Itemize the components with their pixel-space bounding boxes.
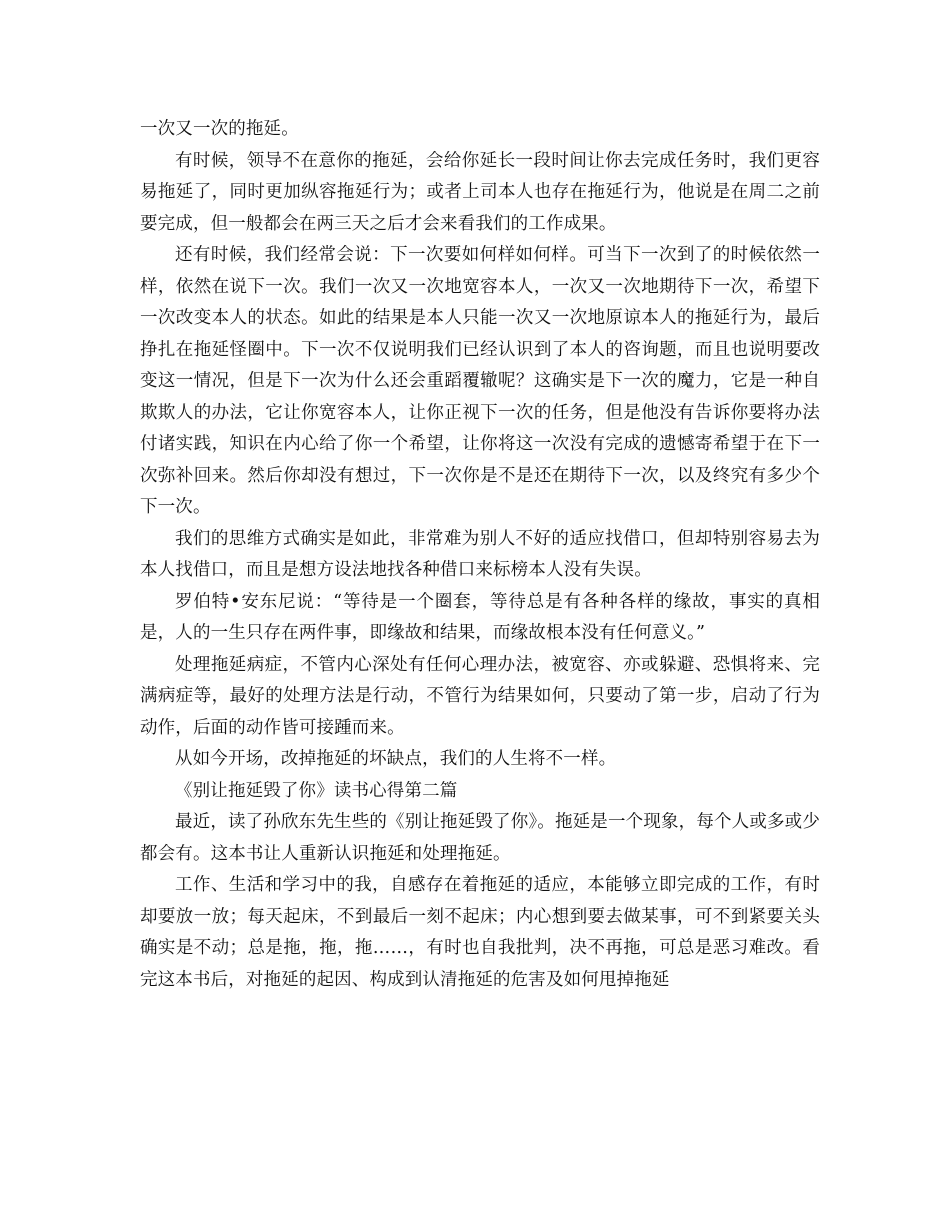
paragraph: 从如今开场，改掉拖延的坏缺点，我们的人生将不一样。 [175, 749, 617, 769]
paragraph-quote: 罗伯特•安东尼说：“等待是一个圈套，等待总是有各种各样的缘故，事实的真相是，人的一生只存在两件事，即缘故和结果，而缘故根本没有任何意义。” [140, 591, 820, 643]
paragraph: 我们的思维方式确实是如此，非常难为别人不好的适应找借口，但却特别容易去为本人找借口，而且是想方设法地找各种借口来标榜本人没有失误。 [140, 528, 820, 580]
paragraph-continuation: 一次又一次的拖延。 [140, 119, 299, 139]
document-body [140, 114, 820, 996]
paragraph: 处理拖延病症，不管内心深处有任何心理办法，被宽容、亦或躲避、恐惧将来、完满病症等，最好的处理方法是行动，不管行为结果如何，只要动了第一步，启动了行为动作，后面的动作皆可接踵而来。 [140, 654, 820, 738]
section-heading: 《别让拖延毁了你》读书心得第二篇 [175, 780, 458, 801]
paragraph: 还有时候，我们经常会说：下一次要如何样如何样。可当下一次到了的时候依然一样，依然在说下一次。我们一次又一次地宽容本人，一次又一次地期待下一次，希望下一次改变本人的状态。如此的结果是本人只能一次又一次地原谅本人的拖延行为，最后挣扎在拖延怪圈中。下一次不仅说明我们已经认识到了本人的咨询题，而且也说明要改变这一情况，但是下一次为什么还会重蹈覆辙呢？这确实是下一次的魔力，它是一种自欺欺人的办法，它让你宽容本人，让你正视下一次的任务，但是他没有告诉你要将办法付诸实践，知识在内心给了你一个希望，让你将这一次没有完成的遗憾寄希望于在下一次弥补回来。然后你却没有想过，下一次你是不是还在期待下一次，以及终究有多少个下一次。 [140, 245, 820, 517]
paragraph: 有时候，领导不在意你的拖延，会给你延长一段时间让你去完成任务时，我们更容易拖延了，同时更加纵容拖延行为；或者上司本人也存在拖延行为，他说是在周二之前要完成，但一般都会在两三天之后才会来看我们的工作成果。 [140, 150, 820, 234]
paragraph: 工作、生活和学习中的我，自感存在着拖延的适应，本能够立即完成的工作，有时却要放一放；每天起床，不到最后一刻不起床；内心想到要去做某事，可不到紧要关头确实是不动；总是拖，拖，拖……，有时也自我批判，决不再拖，可总是恶习难改。看完这本书后，对拖延的起因、构成到认清拖延的危害及如何甩掉拖延 [140, 875, 820, 990]
paragraph: 最近，读了孙欣东先生些的《别让拖延毁了你》。拖延是一个现象，每个人或多或少都会有。这本书让人重新认识拖延和处理拖延。 [140, 812, 820, 864]
